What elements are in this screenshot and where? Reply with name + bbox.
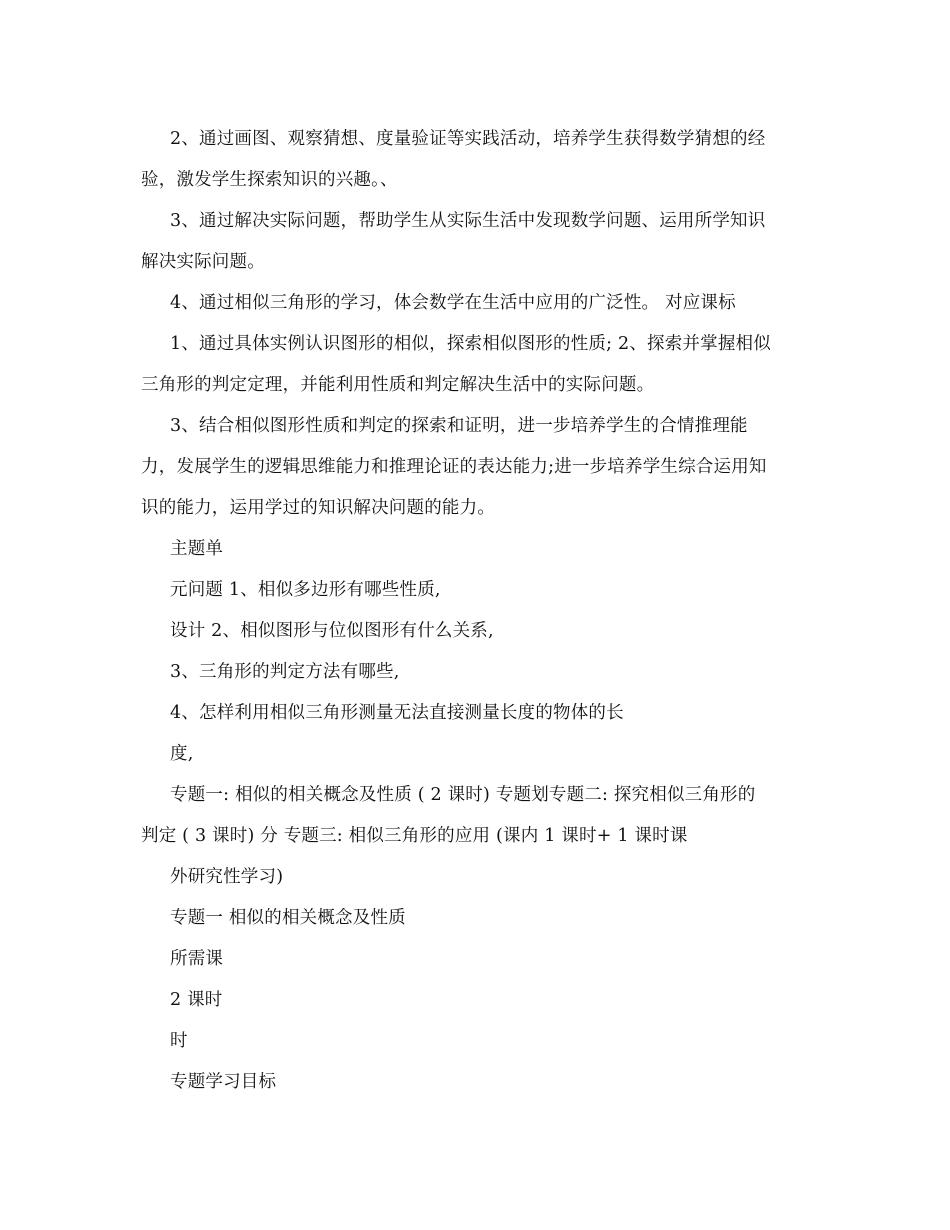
paragraph-line-5: 4、通过相似三角形的学习，体会数学在生活中应用的广泛性。 对应课标 xyxy=(170,293,736,313)
paragraph-line-18: 判定 ( 3 课时) 分 专题三: 相似三角形的应用 (课内 1 课时+ 1 课时课 xyxy=(141,826,688,846)
paragraph-line-8: 3、结合相似图形性质和判定的探索和证明，进一步培养学生的合情推理能 xyxy=(170,416,748,436)
paragraph-line-19: 外研究性学习) xyxy=(170,867,284,887)
paragraph-line-10: 识的能力，运用学过的知识解决问题的能力。 xyxy=(141,498,495,518)
paragraph-line-11: 主题单 xyxy=(170,539,224,559)
paragraph-line-24: 专题学习目标 xyxy=(170,1072,277,1092)
paragraph-line-6: 1、通过具体实例认识图形的相似，探索相似图形的性质; 2、探索并掌握相似 xyxy=(170,334,771,354)
paragraph-line-16: 度, xyxy=(170,744,194,764)
paragraph-line-4: 解决实际问题。 xyxy=(141,252,265,272)
paragraph-line-7: 三角形的判定定理，并能利用性质和判定解决生活中的实际问题。 xyxy=(141,375,655,395)
paragraph-line-1: 2、通过画图、观察猜想、度量验证等实践活动，培养学生获得数学猜想的经 xyxy=(170,129,766,149)
paragraph-line-12: 元问题 1、相似多边形有哪些性质, xyxy=(170,580,441,600)
paragraph-line-14: 3、三角形的判定方法有哪些, xyxy=(170,662,400,682)
paragraph-line-9: 力，发展学生的逻辑思维能力和推理论证的表达能力;进一步培养学生综合运用知 xyxy=(141,457,767,477)
paragraph-line-21: 所需课 xyxy=(170,949,224,969)
paragraph-line-23: 时 xyxy=(170,1031,188,1051)
paragraph-line-3: 3、通过解决实际问题，帮助学生从实际生活中发现数学问题、运用所学知识 xyxy=(170,211,766,231)
paragraph-line-13: 设计 2、相似图形与位似图形有什么关系, xyxy=(170,621,494,641)
paragraph-line-17: 专题一: 相似的相关概念及性质 ( 2 课时) 专题划专题二: 探究相似三角形的 xyxy=(170,785,756,805)
paragraph-line-2: 验，激发学生探索知识的兴趣。、 xyxy=(141,170,398,190)
paragraph-line-22: 2 课时 xyxy=(170,990,223,1010)
paragraph-line-20: 专题一 相似的相关概念及性质 xyxy=(170,908,406,928)
paragraph-line-15: 4、怎样利用相似三角形测量无法直接测量长度的物体的长 xyxy=(170,703,624,723)
